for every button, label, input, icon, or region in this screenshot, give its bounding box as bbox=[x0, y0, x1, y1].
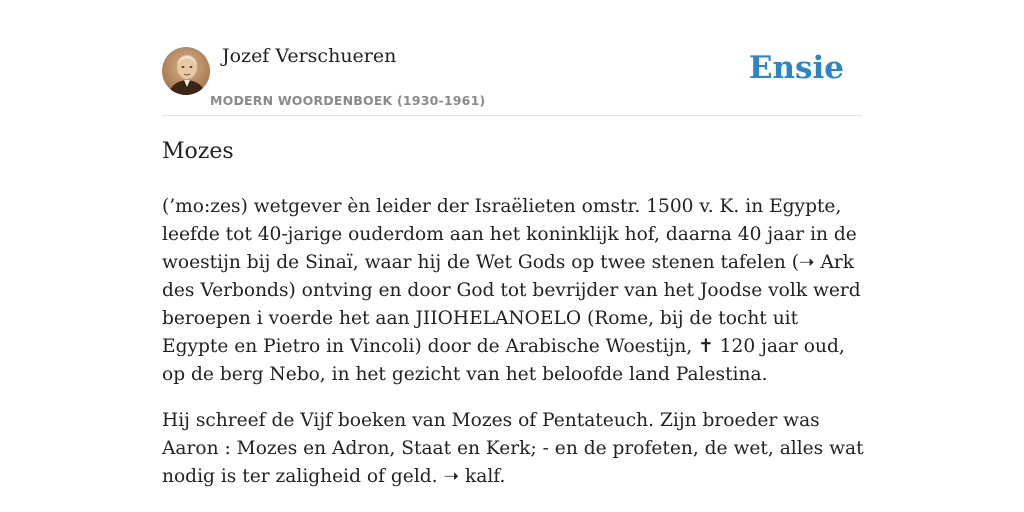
author-portrait-icon bbox=[162, 47, 210, 95]
header-divider bbox=[162, 115, 862, 116]
author-name[interactable]: Jozef Verschueren bbox=[222, 45, 397, 67]
header bbox=[162, 0, 862, 116]
brand-logo[interactable]: Ensie bbox=[748, 50, 844, 86]
entry-content bbox=[162, 193, 867, 509]
entry-title: Mozes bbox=[162, 139, 234, 164]
entry-paragraph-2: Hij schreef de Vijf boeken van Mozes of Pentateuch. Zijn broeder was Aaron : Mozes en Adron, Staat en Kerk; - en de profeten, de wet, alles wat nodig is ter zaligheid of geld. ➝ kalf. bbox=[162, 410, 864, 487]
source-label: MODERN WOORDENBOEK (1930-1961) bbox=[210, 93, 486, 108]
page bbox=[162, 0, 862, 512]
author-avatar[interactable] bbox=[162, 47, 210, 95]
entry-paragraph-1: (’mo:zes) wetgever èn leider der Israëlieten omstr. 1500 v. K. in Egypte, leefde tot 40-jarige ouderdom aan het koninklijk hof, daarna 40 jaar in de woestijn bij de Sinaï, waar hij de Wet Gods op twee stenen tafelen (➝ Ark des Verbonds) ontving en door God tot bevrijder van het Joodse volk werd beroepen i voerde het aan JIIOHELANOELO (Rome, bij de tocht uit Egypte en Pietro in Vincoli) door de Arabische Woestijn, ✝ 120 jaar oud, op de berg Nebo, in het gezicht van het beloofde land Palestina. bbox=[162, 196, 861, 385]
